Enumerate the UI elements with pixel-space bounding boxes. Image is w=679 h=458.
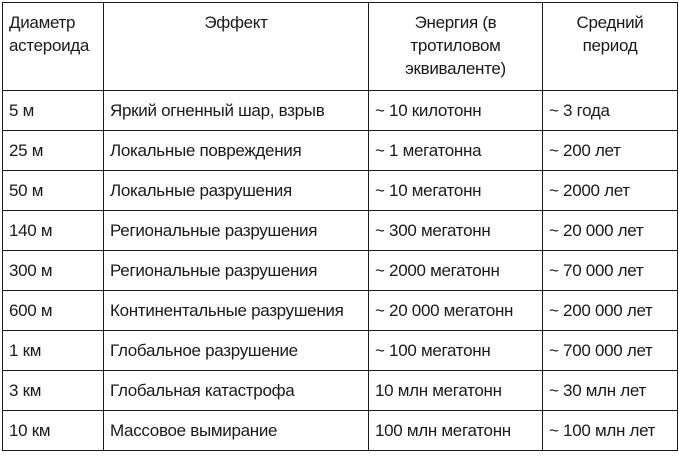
cell-energy: ~ 10 мегатонн xyxy=(369,171,543,211)
cell-period: ~ 200 000 лет xyxy=(543,291,678,331)
cell-energy: 10 млн мегатонн xyxy=(369,371,543,411)
cell-period: ~ 700 000 лет xyxy=(543,331,678,371)
cell-effect: Яркий огненный шар, взрыв xyxy=(104,91,369,131)
header-row xyxy=(3,3,678,91)
cell-effect: Локальные повреждения xyxy=(104,131,369,171)
table-header xyxy=(3,3,678,91)
cell-period: ~ 20 000 лет xyxy=(543,211,678,251)
table-row xyxy=(3,411,678,451)
cell-diameter: 600 м xyxy=(3,291,104,331)
table-row xyxy=(3,251,678,291)
cell-period: ~ 200 лет xyxy=(543,131,678,171)
cell-diameter: 140 м xyxy=(3,211,104,251)
cell-energy: ~ 300 мегатонн xyxy=(369,211,543,251)
cell-period: ~ 2000 лет xyxy=(543,171,678,211)
cell-effect: Региональные разрушения xyxy=(104,211,369,251)
header-period: Средний период xyxy=(543,3,678,91)
cell-energy: ~ 1 мегатонна xyxy=(369,131,543,171)
cell-effect: Локальные разрушения xyxy=(104,171,369,211)
header-diameter: Диаметр астероида xyxy=(3,3,104,91)
cell-diameter: 300 м xyxy=(3,251,104,291)
cell-diameter: 5 м xyxy=(3,91,104,131)
header-effect: Эффект xyxy=(104,3,369,91)
cell-energy: ~ 20 000 мегатонн xyxy=(369,291,543,331)
cell-diameter: 50 м xyxy=(3,171,104,211)
cell-effect: Массовое вымирание xyxy=(104,411,369,451)
cell-effect: Глобальная катастрофа xyxy=(104,371,369,411)
table-row xyxy=(3,211,678,251)
header-energy: Энергия (в тротиловом эквиваленте) xyxy=(369,3,543,91)
cell-energy: ~ 2000 мегатонн xyxy=(369,251,543,291)
cell-energy: ~ 10 килотонн xyxy=(369,91,543,131)
cell-diameter: 10 км xyxy=(3,411,104,451)
table-row xyxy=(3,331,678,371)
table-row xyxy=(3,91,678,131)
cell-period: ~ 70 000 лет xyxy=(543,251,678,291)
cell-effect: Континентальные разрушения xyxy=(104,291,369,331)
cell-period: ~ 100 млн лет xyxy=(543,411,678,451)
cell-energy: 100 млн мегатонн xyxy=(369,411,543,451)
table-body xyxy=(3,91,678,451)
table-row xyxy=(3,371,678,411)
cell-period: ~ 30 млн лет xyxy=(543,371,678,411)
table-row xyxy=(3,131,678,171)
cell-effect: Глобальное разрушение xyxy=(104,331,369,371)
table-row xyxy=(3,171,678,211)
cell-diameter: 3 км xyxy=(3,371,104,411)
cell-effect: Региональные разрушения xyxy=(104,251,369,291)
cell-diameter: 1 км xyxy=(3,331,104,371)
asteroid-impact-table xyxy=(2,2,678,451)
table-row xyxy=(3,291,678,331)
cell-period: ~ 3 года xyxy=(543,91,678,131)
cell-energy: ~ 100 мегатонн xyxy=(369,331,543,371)
cell-diameter: 25 м xyxy=(3,131,104,171)
